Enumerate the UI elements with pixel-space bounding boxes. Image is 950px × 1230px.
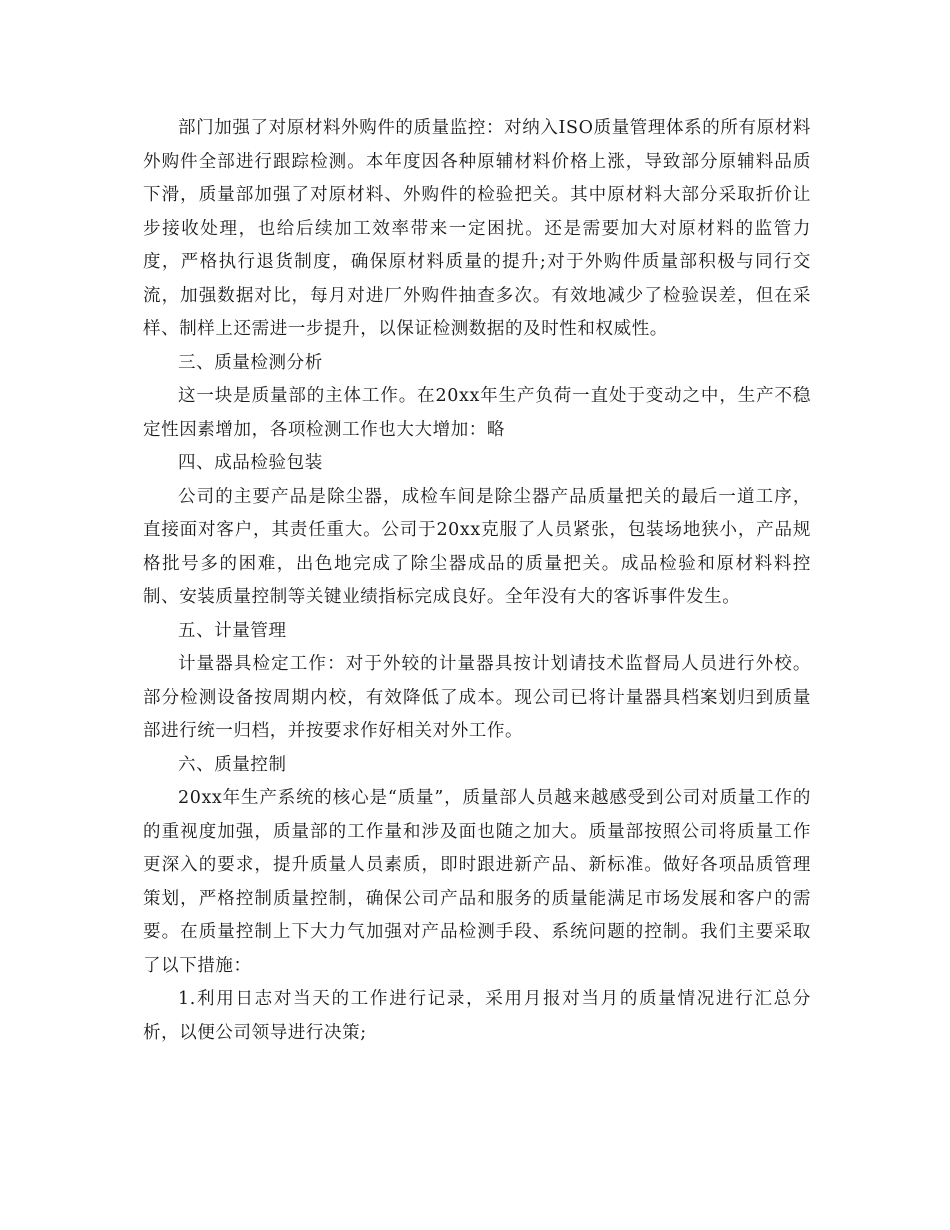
document-body — [143, 112, 811, 1050]
section-heading-quality-control: 六、质量控制 — [178, 754, 287, 775]
section-heading-finished-product: 四、成品检验包装 — [178, 453, 323, 473]
paragraph-raw-material-monitoring: 部门加强了对原材料外购件的质量监控：对纳入ISO质量管理体系的所有原材料外购件全部进行跟踪检测。本年度因各种原辅材料价格上涨，导致部分原辅料品质下滑，质量部加强了对原材料、外购件的检验把关。其中原材料大部分采取折价让步接收处理，也给后续加工效率带来一定困扰。还是需要加大对原材料的监管力度，严格执行退货制度，确保原材料质量的提升;对于外购件质量部积极与同行交流，加强数据对比，每月对进厂外购件抽查多次。有效地减少了检验误差，但在采样、制样上还需进一步提升，以保证检测数据的及时性和权威性。 — [143, 118, 811, 339]
paragraph-metrology: 计量器具检定工作：对于外较的计量器具按计划请技术监督局人员进行外校。部分检测设备按周期内校，有效降低了成本。现公司已将计量器具档案划归到质量部进行统一归档，并按要求作好相关对外工作。 — [143, 654, 811, 741]
paragraph-quality-control: 20xx年生产系统的核心是“质量”，质量部人员越来越感受到公司对质量工作的的重视度加强，质量部的工作量和涉及面也随之加大。质量部按照公司将质量工作更深入的要求，提升质量人员素质，即时跟进新产品、新标准。做好各项品质管理策划，严格控制质量控制，确保公司产品和服务的质量能满足市场发展和客户的需要。在质量控制上下大力气加强对产品检测手段、系统问题的控制。我们主要采取了以下措施： — [143, 788, 811, 976]
paragraph-finished-product: 公司的主要产品是除尘器，成检车间是除尘器产品质量把关的最后一道工序，直接面对客户，其责任重大。公司于20xx克服了人员紧张，包装场地狭小，产品规格批号多的困难，出色地完成了除尘器成品的质量把关。成品检验和原材料料控制、安装质量控制等关键业绩指标完成良好。全年没有大的客诉事件发生。 — [143, 486, 811, 607]
list-item-measure-1: 1.利用日志对当天的工作进行记录，采用月报对当月的质量情况进行汇总分析，以便公司领导进行决策; — [143, 989, 811, 1043]
section-heading-quality-testing: 三、质量检测分析 — [178, 352, 323, 373]
paragraph-quality-testing: 这一块是质量部的主体工作。在20xx年生产负荷一直处于变动之中，生产不稳定性因素增加，各项检测工作也大大增加：略 — [143, 386, 811, 440]
section-heading-metrology: 五、计量管理 — [178, 620, 287, 641]
